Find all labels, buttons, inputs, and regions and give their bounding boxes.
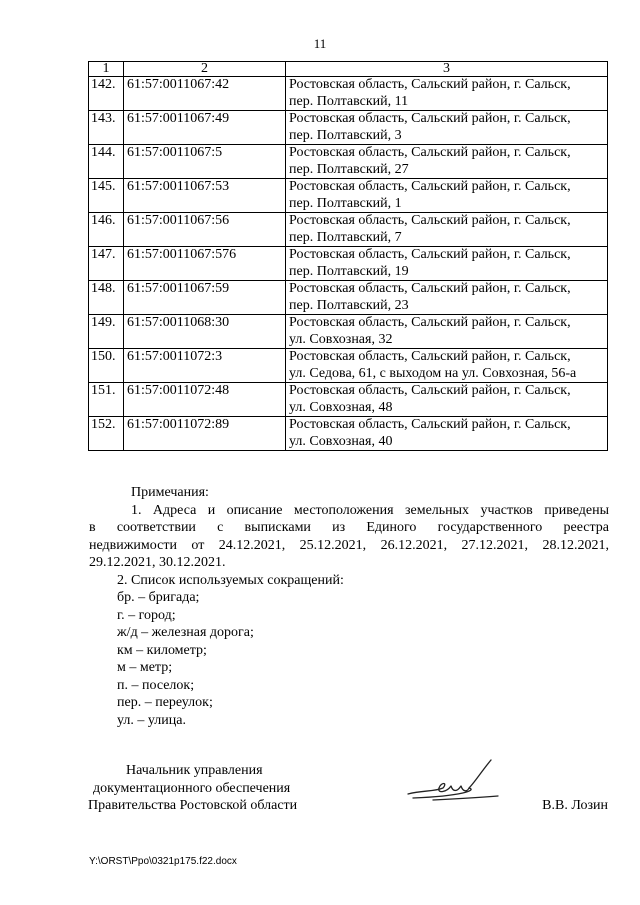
- address-line-2: ул. Совхозная, 48: [289, 399, 393, 415]
- address-cell: [286, 349, 608, 383]
- row-number: 142.: [89, 77, 124, 111]
- parcels-table: [88, 61, 608, 451]
- address-line-2: пер. Полтавский, 27: [289, 161, 409, 177]
- abbreviation-item: п. – поселок;: [117, 677, 195, 693]
- row-number: 151.: [89, 383, 124, 417]
- address-line-2: пер. Полтавский, 23: [289, 297, 409, 313]
- address-line-2: пер. Полтавский, 3: [289, 127, 402, 143]
- table-row: [89, 213, 608, 247]
- address-line-1: Ростовская область, Сальский район, г. Сальск,: [289, 383, 571, 398]
- handwritten-signature: [403, 752, 513, 812]
- cadastral-number: 61:57:0011072:89: [124, 417, 286, 451]
- cadastral-number: 61:57:0011067:42: [124, 77, 286, 111]
- table-row: [89, 417, 608, 451]
- address-cell: [286, 247, 608, 281]
- signatory-title-line-3: Правительства Ростовской области: [88, 798, 298, 813]
- row-number: 145.: [89, 179, 124, 213]
- address-cell: [286, 145, 608, 179]
- row-number: 152.: [89, 417, 124, 451]
- address-cell: [286, 417, 608, 451]
- notes-heading: Примечания:: [131, 485, 209, 500]
- table-body: [89, 77, 608, 451]
- address-cell: [286, 315, 608, 349]
- address-line-2: пер. Полтавский, 11: [289, 93, 409, 109]
- note-1-line-4: 29.12.2021, 30.12.2021.: [89, 555, 226, 570]
- table-row: [89, 315, 608, 349]
- column-header-1: 1: [89, 62, 124, 77]
- address-line-2: пер. Полтавский, 1: [289, 195, 402, 211]
- abbreviation-list: [89, 589, 609, 729]
- address-line-1: Ростовская область, Сальский район, г. Сальск,: [289, 315, 571, 330]
- address-line-2: ул. Седова, 61, с выходом на ул. Совхозная, 56-а: [289, 365, 577, 381]
- abbreviation-item: км – километр;: [117, 642, 207, 658]
- address-cell: [286, 213, 608, 247]
- table-row: [89, 247, 608, 281]
- note-1-line-1: 1. Адреса и описание местоположения земельных участков приведены: [131, 502, 609, 518]
- address-line-2: ул. Совхозная, 32: [289, 331, 393, 347]
- address-line-1: Ростовская область, Сальский район, г. Сальск,: [289, 111, 571, 126]
- cadastral-number: 61:57:0011067:49: [124, 111, 286, 145]
- row-number: 148.: [89, 281, 124, 315]
- abbreviation-item: бр. – бригада;: [117, 590, 200, 605]
- abbreviation-item: г. – город;: [117, 607, 176, 623]
- address-cell: [286, 179, 608, 213]
- row-number: 146.: [89, 213, 124, 247]
- address-line-1: Ростовская область, Сальский район, г. Сальск,: [289, 77, 571, 92]
- note-2: 2. Список используемых сокращений:: [117, 572, 344, 588]
- signatory-name: В.В. Лозин: [542, 798, 608, 813]
- address-line-1: Ростовская область, Сальский район, г. Сальск,: [289, 213, 571, 228]
- cadastral-number: 61:57:0011067:59: [124, 281, 286, 315]
- table-row: [89, 145, 608, 179]
- table-row: [89, 111, 608, 145]
- row-number: 144.: [89, 145, 124, 179]
- address-line-1: Ростовская область, Сальский район, г. Сальск,: [289, 417, 571, 432]
- address-cell: [286, 111, 608, 145]
- address-line-1: Ростовская область, Сальский район, г. Сальск,: [289, 247, 571, 262]
- table-row: [89, 179, 608, 213]
- abbreviation-item: ул. – улица.: [117, 712, 186, 728]
- cadastral-number: 61:57:0011072:3: [124, 349, 286, 383]
- signature-block: [88, 762, 618, 815]
- row-number: 143.: [89, 111, 124, 145]
- table-row: [89, 383, 608, 417]
- address-cell: [286, 383, 608, 417]
- table-row: [89, 349, 608, 383]
- abbreviation-item: м – метр;: [117, 660, 173, 675]
- address-line-2: пер. Полтавский, 7: [289, 229, 402, 245]
- table-row: [89, 281, 608, 315]
- address-line-2: ул. Совхозная, 40: [289, 433, 393, 449]
- cadastral-number: 61:57:0011067:56: [124, 213, 286, 247]
- cadastral-number: 61:57:0011067:53: [124, 179, 286, 213]
- signatory-title-line-1: Начальник управления: [126, 763, 263, 778]
- address-line-1: Ростовская область, Сальский район, г. Сальск,: [289, 179, 571, 194]
- address-line-1: Ростовская область, Сальский район, г. Сальск,: [289, 281, 571, 296]
- cadastral-number: 61:57:0011068:30: [124, 315, 286, 349]
- note-1-line-3: недвижимости от 24.12.2021, 25.12.2021, 26.12.2021, 27.12.2021, 28.12.2021,: [89, 537, 609, 553]
- cadastral-number: 61:57:0011072:48: [124, 383, 286, 417]
- column-header-2: 2: [124, 62, 286, 77]
- address-cell: [286, 281, 608, 315]
- address-line-1: Ростовская область, Сальский район, г. Сальск,: [289, 349, 571, 364]
- column-header-3: 3: [286, 62, 608, 77]
- address-cell: [286, 77, 608, 111]
- cadastral-number: 61:57:0011067:576: [124, 247, 286, 281]
- abbreviation-item: ж/д – железная дорога;: [117, 625, 254, 640]
- notes-section: [89, 484, 609, 729]
- row-number: 150.: [89, 349, 124, 383]
- abbreviation-item: пер. – переулок;: [117, 695, 213, 710]
- address-line-1: Ростовская область, Сальский район, г. Сальск,: [289, 145, 571, 160]
- table-header-row: [89, 62, 608, 77]
- table-row: [89, 77, 608, 111]
- signatory-title-line-2: документационного обеспечения: [93, 780, 291, 796]
- row-number: 149.: [89, 315, 124, 349]
- note-1-line-2: в соответствии с выписками из Единого государственного реестра: [89, 520, 609, 535]
- cadastral-number: 61:57:0011067:5: [124, 145, 286, 179]
- file-path: Y:\ORST\Ppo\0321p175.f22.docx: [89, 856, 237, 867]
- address-line-2: пер. Полтавский, 19: [289, 263, 409, 279]
- row-number: 147.: [89, 247, 124, 281]
- page-number: 11: [313, 36, 327, 51]
